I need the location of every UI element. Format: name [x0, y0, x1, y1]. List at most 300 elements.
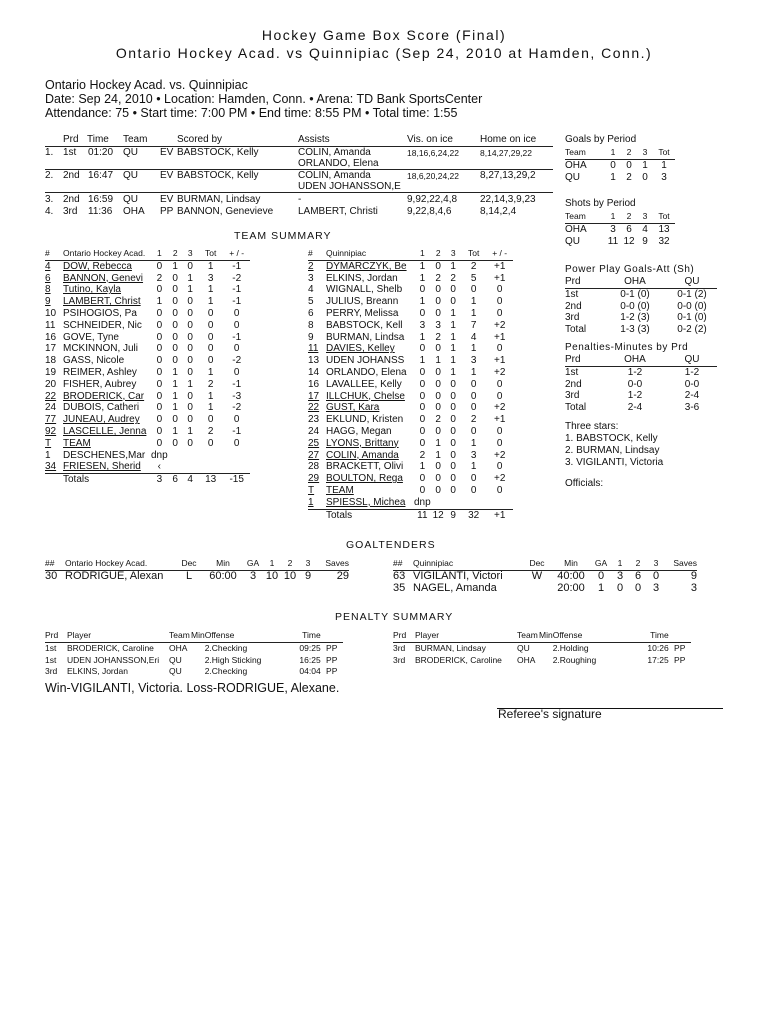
- total-shots: 0: [207, 343, 214, 355]
- jersey-number: 35: [393, 581, 406, 594]
- column-header: #: [308, 248, 326, 260]
- goal-team: QU: [123, 170, 138, 181]
- player-row: [308, 273, 513, 285]
- column-header: ##: [393, 558, 413, 570]
- column-header: Prd: [393, 630, 415, 642]
- total-shots: 1: [470, 343, 477, 355]
- plus-minus: +1: [493, 260, 506, 272]
- period-shots: 0: [187, 402, 193, 414]
- jersey-number: 22: [308, 402, 320, 414]
- totals-cell: Totals: [63, 474, 151, 486]
- jersey-number: 16: [45, 331, 57, 343]
- player-row: [45, 426, 250, 438]
- period-saves: 10: [283, 569, 297, 582]
- period-shots: 0: [156, 390, 163, 402]
- penalty-minutes: [191, 642, 205, 654]
- player-row: [308, 414, 513, 426]
- jersey-number: 27: [308, 449, 320, 461]
- player-name: DOW, Rebecca: [63, 260, 132, 272]
- column-header: Min: [191, 630, 205, 642]
- column-header: Min: [539, 630, 553, 642]
- goal-time: 11:36: [88, 206, 113, 217]
- power-play-table: Prd OHA QU 1st 0-1 (0) 0-1 (2) 2nd 0-0 (0) 0-0 (0) 3rd 1-2 (3) 0-1 (0) Total 1-3 (3) 0-2 (2): [565, 276, 717, 336]
- total-shots: [198, 461, 224, 473]
- total-shots: 7: [470, 319, 477, 331]
- period-shots: 1: [419, 260, 426, 272]
- goal-period: 2nd: [63, 194, 80, 205]
- period-shots: 0: [419, 284, 426, 296]
- period-saves: 10: [265, 569, 279, 582]
- penalty-type: PP: [326, 666, 338, 677]
- period-saves: 0: [634, 581, 642, 594]
- plus-minus: [224, 450, 250, 462]
- column-header: Saves: [317, 558, 349, 570]
- total-shots: 1: [470, 437, 477, 449]
- period-shots: 0: [419, 378, 426, 390]
- period-shots: 0: [172, 331, 178, 343]
- period-shots: 1: [187, 425, 193, 437]
- jersey-number: 34: [45, 461, 57, 473]
- plus-minus: 0: [496, 437, 503, 449]
- period-shots: 0: [450, 461, 456, 473]
- total-shots: [198, 450, 224, 462]
- period-shots: 1: [187, 378, 193, 390]
- total-shots: 0: [470, 378, 477, 390]
- goal-scorer: BURMAN, Lindsay: [177, 194, 261, 205]
- period-shots: 0: [156, 260, 163, 272]
- player-row: [308, 296, 513, 308]
- total-shots: 2: [207, 425, 214, 437]
- period-shots: 1: [172, 378, 178, 390]
- column-header: GA: [243, 558, 263, 570]
- column-header: Tot: [198, 248, 224, 260]
- penalty-time: 04:04: [299, 666, 321, 677]
- period-shots: 3: [435, 319, 441, 331]
- plus-minus: 0: [233, 437, 240, 449]
- totals-row: [308, 509, 513, 521]
- goalie-row: [45, 570, 349, 582]
- total-shots: 2: [470, 260, 477, 272]
- period-shots: 0: [435, 425, 441, 437]
- period-shots: 0: [172, 343, 178, 355]
- column-header: GA: [591, 558, 611, 570]
- player-row: [45, 461, 250, 473]
- column-header: Tot: [461, 248, 487, 260]
- team-summary-title: TEAM SUMMARY: [234, 230, 332, 242]
- period-shots: 0: [187, 307, 193, 319]
- penalty-offense: 2.High Sticking: [204, 654, 262, 665]
- penalty-player: BRODERICK, Caroline: [67, 642, 154, 653]
- period-shots: 0: [172, 307, 178, 319]
- period-shots: 1: [450, 366, 456, 378]
- penalty-type: PP: [674, 654, 686, 665]
- player-row: [308, 461, 513, 473]
- penalty-type: PP: [674, 642, 686, 653]
- player-name: WIGNALL, Shelb: [326, 284, 403, 296]
- column-header: + / -: [487, 248, 513, 260]
- jersey-number: 14: [308, 366, 320, 378]
- player-name: TEAM: [326, 484, 354, 496]
- period-saves: 9: [304, 569, 312, 582]
- period-shots: 0: [450, 402, 456, 414]
- player-name: JULIUS, Breann: [326, 296, 399, 308]
- goal-period: 3rd: [63, 206, 78, 217]
- totals-cell: 6: [168, 474, 183, 486]
- totals-cell: Totals: [326, 509, 414, 521]
- plus-minus: -1: [232, 284, 242, 296]
- goal-team: QU: [123, 194, 138, 205]
- period-saves: 3: [652, 581, 660, 594]
- plus-minus: 0: [496, 461, 503, 473]
- player-name: LASCELLE, Jenna: [63, 425, 147, 437]
- penalty-minutes: [191, 666, 205, 678]
- plus-minus: -1: [232, 425, 242, 437]
- player-name: DESCHENES,Mar: [63, 449, 146, 461]
- scoring-header-assists: Assists: [298, 134, 330, 145]
- referee-signature-label: Referee's signature: [498, 707, 602, 721]
- penalty-minutes: [539, 642, 553, 654]
- period-shots: 0: [187, 296, 193, 308]
- plus-minus: -1: [232, 378, 242, 390]
- period-shots: 0: [435, 378, 441, 390]
- goal-scorer: BANNON, Genevieve: [177, 206, 274, 217]
- penalty-player: ELKINS, Jordan: [67, 666, 128, 677]
- total-shots: 5: [470, 272, 477, 284]
- plus-minus: -1: [232, 331, 242, 343]
- penalty-header: [393, 630, 691, 642]
- player-name: LAVALLEE, Kelly: [326, 378, 402, 390]
- goal-number: 2.: [45, 170, 54, 181]
- jersey-number: 8: [308, 319, 314, 331]
- jersey-number: 92: [45, 425, 57, 437]
- period-shots: 1: [435, 437, 441, 449]
- player-row: [308, 367, 513, 379]
- goal-team: OHA: [123, 206, 145, 217]
- period-shots: 0: [435, 343, 441, 355]
- penalty-row: [45, 655, 343, 667]
- penalty-row: [393, 655, 691, 667]
- minutes: 40:00: [557, 569, 585, 582]
- period-shots: 1: [450, 343, 456, 355]
- player-row: [308, 497, 513, 509]
- penalty-time: 09:25: [299, 642, 321, 653]
- column-header: 2: [431, 248, 446, 260]
- period-shots: 0: [435, 461, 441, 473]
- period-shots: [183, 450, 198, 462]
- period-saves: 0: [616, 581, 624, 594]
- player-row: [308, 284, 513, 296]
- player-row: [45, 402, 250, 414]
- total-shots: 1: [207, 402, 214, 414]
- plus-minus: -1: [232, 260, 242, 272]
- goal-number: 3.: [45, 194, 54, 205]
- player-row: [308, 402, 513, 414]
- penalty-offense: 2.Checking: [204, 642, 248, 653]
- period-shots: 0: [435, 473, 441, 485]
- player-name: REIMER, Ashley: [63, 366, 137, 378]
- penalty-minutes: [191, 655, 205, 667]
- totals-cell: 12: [432, 509, 444, 521]
- period-shots: 0: [187, 343, 193, 355]
- total-shots: 0: [470, 284, 477, 296]
- jersey-number: 63: [393, 569, 406, 582]
- column-header: Team: [517, 630, 539, 642]
- jersey-number: 8: [45, 284, 51, 296]
- goal-period: 2nd: [63, 170, 80, 181]
- player-name: BRACKETT, Olivi: [326, 461, 404, 473]
- period-shots: 0: [187, 437, 193, 449]
- penalty-period: 3rd: [393, 654, 406, 665]
- period-shots: dnp: [151, 449, 168, 461]
- period-shots: 0: [156, 343, 163, 355]
- three-stars-title: Three stars:: [565, 421, 619, 432]
- goal-vis-on-ice: 9,92,22,4,8: [407, 194, 458, 205]
- period-shots: 1: [172, 366, 178, 378]
- player-name: FISHER, Aubrey: [63, 378, 137, 390]
- total-shots: 0: [470, 390, 477, 402]
- jersey-number: 22: [45, 390, 57, 402]
- penalty-period: 3rd: [45, 666, 58, 677]
- qu-goaltenders-table: [393, 558, 697, 594]
- period-shots: 0: [172, 355, 178, 367]
- penalty-player: BRODERICK, Caroline: [415, 654, 502, 665]
- total-shots: 0: [207, 331, 214, 343]
- column-header: 1: [263, 558, 281, 570]
- period-shots: 1: [450, 355, 456, 367]
- goal-vis-on-ice: 18,16,6,24,22: [407, 148, 459, 158]
- shots-by-period-title: Shots by Period: [565, 198, 636, 209]
- player-row: [45, 343, 250, 355]
- jersey-number: 6: [308, 307, 314, 319]
- period-shots: 1: [450, 260, 456, 272]
- total-shots: 1: [470, 461, 477, 473]
- period-shots: 0: [156, 414, 163, 426]
- player-name: JUNEAU, Audrey: [63, 414, 140, 426]
- penalty-team: OHA: [517, 654, 536, 665]
- penalty-team: QU: [169, 666, 182, 677]
- plus-minus: -3: [232, 390, 242, 402]
- jersey-number: 2: [308, 260, 314, 272]
- period-shots: 0: [187, 366, 193, 378]
- column-header: Prd: [45, 630, 67, 642]
- period-shots: 0: [187, 331, 193, 343]
- player-row: [308, 391, 513, 403]
- period-shots: 1: [172, 402, 178, 414]
- goal-assist: ORLANDO, Elena: [298, 158, 379, 169]
- scoring-header-prd: Prd: [63, 134, 79, 145]
- period-shots: 0: [450, 378, 456, 390]
- column-header: [321, 630, 343, 642]
- plus-minus: -1: [232, 296, 242, 308]
- period-shots: 0: [419, 473, 426, 485]
- column-header: 3: [446, 248, 461, 260]
- jersey-number: 20: [45, 378, 57, 390]
- period-shots: 0: [435, 284, 441, 296]
- column-header: Dec: [523, 558, 551, 570]
- period-shots: 0: [187, 319, 193, 331]
- jersey-number: 11: [308, 343, 319, 355]
- goals-against: 0: [597, 569, 605, 582]
- period-shots: 0: [435, 307, 441, 319]
- officials-label: Officials:: [565, 478, 604, 489]
- total-shots: 1: [207, 390, 214, 402]
- period-shots: 0: [172, 296, 178, 308]
- period-shots: 0: [450, 449, 456, 461]
- plus-minus: 0: [496, 390, 503, 402]
- period-shots: 1: [450, 307, 456, 319]
- penalty-summary-title: PENALTY SUMMARY: [335, 611, 454, 623]
- jersey-number: 19: [45, 366, 57, 378]
- period-shots: 0: [450, 437, 456, 449]
- period-shots: 0: [419, 414, 426, 426]
- decision: W: [531, 569, 543, 582]
- total-shots: 2: [207, 378, 214, 390]
- column-header: #: [45, 248, 63, 260]
- total-saves: 9: [690, 569, 697, 582]
- period-shots: 1: [156, 296, 163, 308]
- star-third: 3. VIGILANTI, Victoria: [565, 457, 664, 468]
- period-shots: [168, 461, 183, 473]
- period-shots: 0: [435, 402, 441, 414]
- period-shots: 0: [172, 319, 178, 331]
- player-name: EKLUND, Kristen: [326, 414, 404, 426]
- jersey-number: 6: [45, 272, 51, 284]
- period-shots: 0: [156, 366, 163, 378]
- totals-cell: 11: [414, 509, 431, 521]
- player-row: [308, 450, 513, 462]
- player-name: GUST, Kara: [326, 402, 380, 414]
- period-shots: 0: [450, 284, 456, 296]
- plus-minus: +2: [493, 402, 506, 414]
- period-shots: 0: [435, 484, 441, 496]
- period-shots: 0: [419, 402, 426, 414]
- player-name: ORLANDO, Elena: [326, 366, 407, 378]
- penalty-type: PP: [326, 654, 338, 665]
- period-shots: 2: [450, 272, 456, 284]
- jersey-number: 5: [308, 296, 314, 308]
- penalty-offense: 2.Checking: [204, 666, 248, 677]
- period-shots: 1: [187, 272, 193, 284]
- jersey-number: 29: [308, 473, 320, 485]
- player-row: [45, 332, 250, 344]
- period-shots: 0: [156, 402, 163, 414]
- penalty-time: 16:25: [299, 654, 321, 665]
- player-row: [45, 414, 250, 426]
- totals-row: [45, 474, 250, 486]
- total-shots: 1: [207, 284, 214, 296]
- player-row: [45, 450, 250, 462]
- column-header: Offense: [553, 630, 625, 642]
- penalty-row: [45, 642, 343, 654]
- penalty-row: [45, 666, 343, 678]
- attendance-line: Attendance: 75 • Start time: 7:00 PM • End time: 8:55 PM • Total time: 1:55: [45, 106, 458, 120]
- column-header: Quinnipiac: [413, 558, 523, 570]
- player-row: [308, 485, 513, 497]
- period-shots: 0: [419, 307, 426, 319]
- minutes: 60:00: [209, 569, 237, 582]
- jersey-number: 17: [308, 390, 320, 402]
- player-name: BABSTOCK, Kell: [326, 319, 403, 331]
- goal-home-on-ice: 8,14,2,4: [480, 206, 517, 217]
- jersey-number: 24: [45, 402, 57, 414]
- player-row: [45, 273, 250, 285]
- penalty-type: PP: [326, 642, 338, 653]
- penalty-period: 1st: [45, 642, 57, 653]
- column-header: 2: [168, 248, 183, 260]
- period-shots: 0: [419, 343, 426, 355]
- period-saves: 3: [616, 569, 624, 582]
- goal-type: EV: [160, 170, 174, 181]
- column-header: 1: [414, 248, 431, 260]
- oha-goalie-header: [45, 558, 349, 570]
- goal-home-on-ice: 8,14,27,29,22: [480, 148, 532, 158]
- penalty-offense: 2.Roughing: [552, 654, 597, 665]
- period-shots: ‹: [157, 461, 162, 473]
- column-header: 3: [299, 558, 317, 570]
- period-shots: 0: [156, 378, 163, 390]
- column-header: [669, 630, 691, 642]
- column-header: Saves: [665, 558, 697, 570]
- period-saves: 0: [652, 569, 660, 582]
- penalty-team: OHA: [169, 642, 188, 653]
- penalty-period: 3rd: [393, 642, 406, 653]
- goal-home-on-ice: 22,14,3,9,23: [480, 194, 536, 205]
- player-row: [308, 355, 513, 367]
- penalty-team: QU: [517, 642, 530, 653]
- scoring-header-team: Team: [123, 134, 148, 145]
- player-row: [45, 355, 250, 367]
- player-row: [45, 391, 250, 403]
- jersey-number: 1: [308, 496, 314, 508]
- total-shots: 1: [470, 307, 477, 319]
- plus-minus: -2: [232, 272, 242, 284]
- jersey-number: 10: [45, 307, 57, 319]
- player-name: FRIESEN, Sherid: [63, 461, 141, 473]
- jersey-number: T: [45, 437, 52, 449]
- period-shots: 1: [172, 390, 178, 402]
- period-shots: dnp: [414, 496, 431, 508]
- matchup-line: Ontario Hockey Acad. vs. Quinnipiac: [45, 78, 248, 92]
- jersey-number: 77: [45, 414, 57, 426]
- period-shots: 0: [187, 355, 193, 367]
- period-shots: 0: [450, 296, 456, 308]
- player-name: PERRY, Melissa: [326, 307, 399, 319]
- player-name: GASS, Nicole: [63, 355, 125, 367]
- period-shots: 0: [450, 473, 456, 485]
- period-shots: 0: [435, 260, 441, 272]
- column-header: Ontario Hockey Acad.: [63, 248, 151, 260]
- totals-cell: 9: [446, 509, 461, 521]
- period-shots: [431, 497, 446, 509]
- jersey-number: 1: [45, 449, 51, 461]
- report-title: Hockey Game Box Score (Final): [261, 27, 507, 43]
- player-name: LYONS, Brittany: [326, 437, 399, 449]
- totals-cell: 3: [151, 474, 168, 486]
- period-shots: 0: [156, 307, 163, 319]
- period-shots: 1: [172, 260, 178, 272]
- period-shots: 1: [435, 355, 441, 367]
- totals-cell: 32: [461, 509, 487, 521]
- plus-minus: 0: [496, 425, 503, 437]
- player-row: [45, 367, 250, 379]
- jersey-number: 11: [45, 319, 56, 331]
- jersey-number: 18: [45, 355, 57, 367]
- decision: L: [185, 569, 193, 582]
- period-shots: 0: [450, 425, 456, 437]
- period-shots: 2: [419, 449, 426, 461]
- period-shots: 2: [435, 272, 441, 284]
- goal-scorer: BABSTOCK, Kelly: [177, 147, 259, 158]
